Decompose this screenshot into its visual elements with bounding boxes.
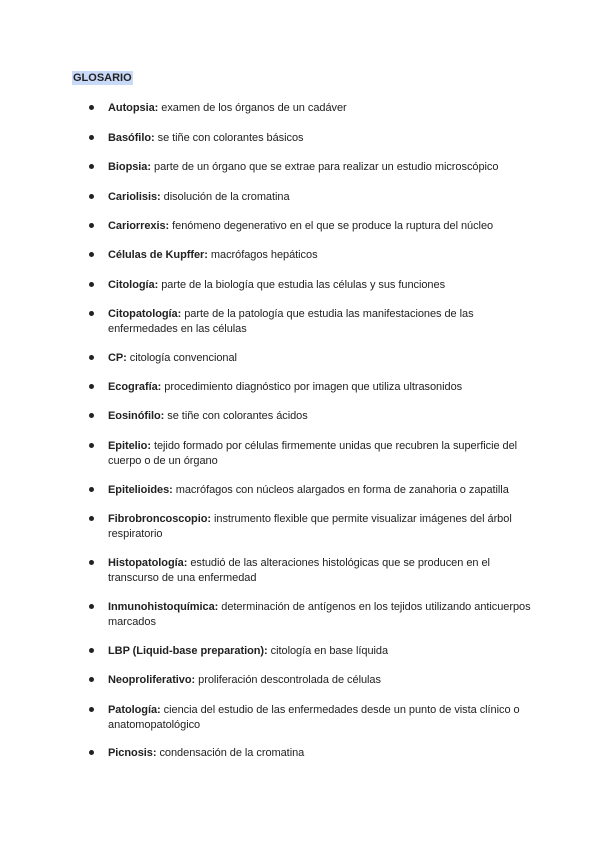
- entry-text: [108, 673, 533, 688]
- entry-term: Ecografía:: [108, 381, 162, 393]
- entry-text: [108, 248, 533, 263]
- entry-definition: proliferación descontrolada de células: [195, 674, 381, 686]
- entry-term: Autopsia:: [108, 102, 159, 114]
- entry-text: [108, 600, 533, 630]
- entry-text: [108, 483, 533, 498]
- entry-text: [108, 409, 533, 424]
- bullet-icon: [89, 105, 94, 110]
- entry-definition: se tiñe con colorantes básicos: [154, 132, 304, 144]
- bullet-icon: [89, 516, 94, 521]
- bullet-icon: [89, 252, 94, 257]
- bullet-icon: [89, 223, 94, 228]
- glossary-title: GLOSARIO: [73, 72, 132, 84]
- entry-text: [108, 439, 533, 469]
- entry-term: Cariolisis:: [108, 191, 161, 203]
- entry-term: Citopatología:: [108, 308, 182, 320]
- entry-text: [108, 380, 533, 395]
- entry-definition: condensación de la cromatina: [156, 747, 305, 759]
- entry-term: Cariorrexis:: [108, 220, 170, 232]
- entry-term: LBP (Liquid-base preparation):: [108, 645, 268, 657]
- bullet-icon: [89, 413, 94, 418]
- entry-text: [108, 512, 533, 542]
- entry-definition: tejido formado por células firmemente unidas que recubren la superficie del cuerpo o de un órgano: [108, 440, 518, 467]
- entry-term: CP:: [108, 352, 127, 364]
- bullet-icon: [89, 560, 94, 565]
- entry-term: Patología:: [108, 704, 161, 716]
- bullet-icon: [89, 487, 94, 492]
- bullet-icon: [89, 164, 94, 169]
- entry-term: Citología:: [108, 279, 159, 291]
- entry-definition: parte de un órgano que se extrae para realizar un estudio microscópico: [151, 161, 499, 173]
- entry-term: Fibrobroncoscopio:: [108, 513, 211, 525]
- bullet-icon: [89, 604, 94, 609]
- entry-definition: parte de la biología que estudia las células y sus funciones: [158, 279, 446, 291]
- bullet-icon: [89, 707, 94, 712]
- entry-text: [108, 278, 533, 293]
- entry-text: [108, 131, 533, 146]
- entry-term: Biopsia:: [108, 161, 151, 173]
- entry-definition: macrófagos hepáticos: [207, 249, 318, 261]
- entry-definition: disolución de la cromatina: [160, 191, 290, 203]
- entry-definition: procedimiento diagnóstico por imagen que utiliza ultrasonidos: [161, 381, 463, 393]
- entry-term: Epitelio:: [108, 440, 151, 452]
- entry-text: [108, 190, 533, 205]
- entry-text: [108, 556, 533, 586]
- entry-text: [108, 746, 533, 761]
- bullet-icon: [89, 384, 94, 389]
- entry-term: Células de Kupffer:: [108, 249, 208, 261]
- bullet-icon: [89, 750, 94, 755]
- entry-term: Basófilo:: [108, 132, 155, 144]
- entry-definition: citología en base líquida: [267, 645, 389, 657]
- entry-term: Neoproliferativo:: [108, 674, 196, 686]
- entry-definition: citología convencional: [126, 352, 237, 364]
- entry-text: [108, 160, 533, 175]
- entry-text: [108, 703, 533, 733]
- bullet-icon: [89, 355, 94, 360]
- entry-definition: macrófagos con núcleos alargados en forma de zanahoria o zapatilla: [172, 484, 509, 496]
- bullet-icon: [89, 443, 94, 448]
- entry-text: [108, 307, 533, 337]
- bullet-icon: [89, 194, 94, 199]
- entry-text: [108, 644, 533, 659]
- entry-definition: fenómeno degenerativo en el que se produce la ruptura del núcleo: [169, 220, 494, 232]
- entry-text: [108, 101, 533, 116]
- entry-definition: parte de la patología que estudia las manifestaciones de las enfermedades en las células: [108, 308, 474, 335]
- entry-text: [108, 219, 533, 234]
- bullet-icon: [89, 677, 94, 682]
- entry-term: Eosinófilo:: [108, 410, 165, 422]
- bullet-icon: [89, 311, 94, 316]
- entry-definition: examen de los órganos de un cadáver: [158, 102, 347, 114]
- bullet-icon: [89, 135, 94, 140]
- bullet-icon: [89, 648, 94, 653]
- entry-term: Inmunohistoquímica:: [108, 601, 219, 613]
- entry-term: Histopatología:: [108, 557, 188, 569]
- entry-term: Epitelioides:: [108, 484, 173, 496]
- entry-definition: se tiñe con colorantes ácidos: [164, 410, 308, 422]
- entry-term: Picnosis:: [108, 747, 157, 759]
- entry-definition: determinación de antígenos en los tejidos utilizando anticuerpos marcados: [108, 601, 531, 628]
- entry-definition: ciencia del estudio de las enfermedades desde un punto de vista clínico o anatomopatológico: [108, 704, 520, 731]
- entry-definition: instrumento flexible que permite visualizar imágenes del árbol respiratorio: [108, 513, 512, 540]
- entry-definition: estudió de las alteraciones histológicas que se producen en el transcurso de una enfermedad: [108, 557, 490, 584]
- bullet-icon: [89, 282, 94, 287]
- entry-text: [108, 351, 533, 366]
